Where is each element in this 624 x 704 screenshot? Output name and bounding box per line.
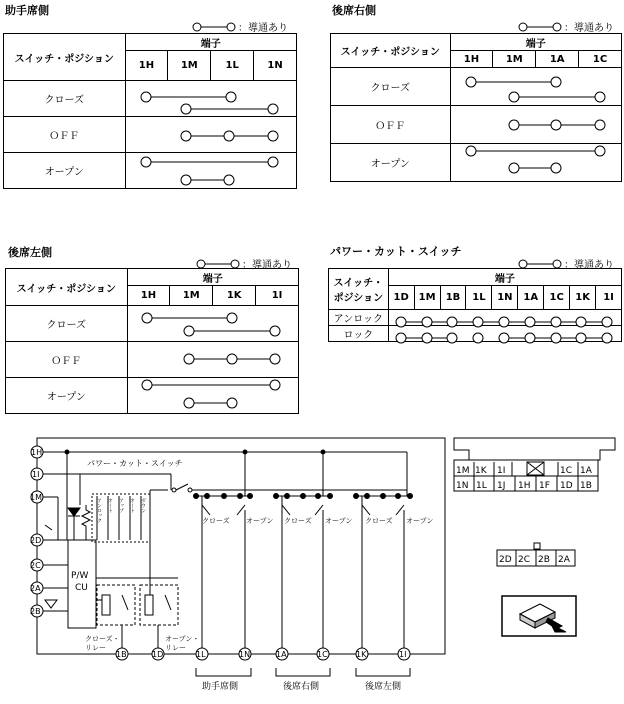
position-label: オープン xyxy=(331,144,451,182)
position-label: オープン xyxy=(6,378,128,414)
close-relay-label-line1: クローズ・ xyxy=(85,635,120,643)
terminal-label: 1N xyxy=(239,650,251,659)
terminal-label: 1K xyxy=(570,286,596,310)
open-relay-label-line1: オープン・ xyxy=(165,635,200,643)
pwcu-label-line1: P/W xyxy=(71,571,89,581)
position-label: ＯＦＦ xyxy=(6,342,128,378)
position-header-line1: スイッチ・ xyxy=(333,278,384,289)
terminal-label: 2C xyxy=(30,561,41,570)
pin-label: 2C xyxy=(518,555,531,565)
legend-text: ：導通あり xyxy=(564,23,614,34)
pin-label: 2B xyxy=(538,555,550,565)
terminal-label: 1H xyxy=(31,448,43,457)
rear-left-table-title: 後席左側 xyxy=(8,246,52,259)
switch-position-label: オープン xyxy=(325,517,353,525)
vertical-switch-label: アンロック xyxy=(96,498,102,523)
vertical-switch-label: オート xyxy=(107,498,113,513)
terminal-label: 1H xyxy=(450,51,493,68)
switch-contact-rows xyxy=(194,494,413,516)
terminal-label: 1A xyxy=(518,286,544,310)
terminal-label: 1K xyxy=(356,650,367,659)
legend-text: ：導通あり xyxy=(564,260,614,271)
terminal-header: 端子 xyxy=(450,34,621,51)
terminal-label: 1B xyxy=(440,286,466,310)
terminal-label: 2D xyxy=(30,536,42,545)
passenger-table-title: 助手席側 xyxy=(5,4,49,17)
pin-label: 1M xyxy=(456,466,470,476)
passenger-continuity-marks xyxy=(141,92,278,185)
terminal-header: 端子 xyxy=(127,269,298,286)
terminal-label: 1C xyxy=(579,51,622,68)
position-header: スイッチ・ポジション xyxy=(331,34,451,68)
position-label: クローズ xyxy=(331,68,451,106)
terminal-label: 1A xyxy=(276,650,287,659)
pin-label: 1F xyxy=(539,481,550,491)
terminal-label: 1I xyxy=(256,286,299,306)
pin-label: 1C xyxy=(560,466,573,476)
position-header: スイッチ・ポジション xyxy=(4,34,126,81)
position-label: ＯＦＦ xyxy=(4,117,126,153)
terminal-label: 1K xyxy=(213,286,256,306)
terminal-label: 1H xyxy=(125,51,168,81)
group-label: 後席右側 xyxy=(283,682,320,692)
pin-label: 1K xyxy=(475,466,487,476)
connector-illustration xyxy=(502,596,576,636)
terminal-label: 1I xyxy=(399,650,407,659)
pin-label: 1L xyxy=(476,481,487,491)
terminal-label: 1L xyxy=(466,286,492,310)
terminal-label: 1M xyxy=(170,286,213,306)
group-label: 助手席側 xyxy=(202,682,239,692)
rear-right-continuity-marks xyxy=(466,77,605,173)
control-unit-frame xyxy=(37,438,445,654)
position-label: アンロック xyxy=(329,310,389,326)
pin-label: 1H xyxy=(518,481,531,491)
terminal-label: 1L xyxy=(211,51,254,81)
terminal-label: 1M xyxy=(30,493,42,502)
position-label: ＯＦＦ xyxy=(331,106,451,144)
position-header: スイッチ・ポジション xyxy=(6,269,128,306)
terminal-label: 1C xyxy=(544,286,570,310)
legend-text: ：導通あり xyxy=(238,23,288,34)
terminal-label: 2B xyxy=(30,607,41,616)
terminal-header: 端子 xyxy=(388,269,621,286)
terminal-label: 1I xyxy=(596,286,622,310)
terminal-label: 1M xyxy=(414,286,440,310)
pin-label: 1D xyxy=(560,481,573,491)
pin-label: 1B xyxy=(580,481,592,491)
terminal-label: 1N xyxy=(254,51,297,81)
pin-label: 1J xyxy=(497,481,506,491)
open-relay-label-line2: リレー xyxy=(165,644,186,652)
terminal-label: 1A xyxy=(536,51,579,68)
pin-label: 2D xyxy=(499,555,512,565)
position-label: クローズ xyxy=(4,81,126,117)
vertical-switch-label: ダウン xyxy=(140,498,146,513)
terminal-label: 2A xyxy=(30,584,41,593)
close-relay-label-line2: リレー xyxy=(85,644,106,652)
pin-label: 1A xyxy=(580,466,592,476)
terminal-label: 1D xyxy=(388,286,414,310)
legend-text: ：導通あり xyxy=(242,260,292,271)
switch-position-label: クローズ xyxy=(284,517,312,525)
switch-position-label: クローズ xyxy=(365,517,393,525)
terminal-label: 1I xyxy=(32,470,40,479)
position-label: クローズ xyxy=(6,306,128,342)
position-label: オープン xyxy=(4,153,126,189)
power-cut-continuity-marks xyxy=(396,317,612,343)
switch-position-label: オープン xyxy=(246,517,274,525)
pin-label: 1N xyxy=(456,481,469,491)
terminal-label: 1D xyxy=(152,650,164,659)
terminal-label: 1M xyxy=(493,51,536,68)
switch-position-label: クローズ xyxy=(202,517,230,525)
power-cut-table-title: パワー・カット・スイッチ xyxy=(330,245,462,258)
terminal-label: 1B xyxy=(116,650,127,659)
pin-label: 2A xyxy=(558,555,570,565)
terminal-header: 端子 xyxy=(125,34,297,51)
pwcu-label-line2: CU xyxy=(75,583,88,593)
terminal-label: 1N xyxy=(492,286,518,310)
rear-left-continuity-marks xyxy=(142,313,280,408)
terminal-label: 1M xyxy=(168,51,211,81)
terminal-label: 1L xyxy=(196,650,206,659)
vertical-switch-label: アップ xyxy=(118,498,124,513)
rear-right-table-title: 後席右側 xyxy=(332,4,376,17)
pin-label: 1I xyxy=(497,466,506,476)
position-header-line2: ポジション xyxy=(333,293,384,304)
position-label: ロック xyxy=(329,326,389,342)
terminal-label: 1C xyxy=(317,650,328,659)
group-label: 後席左側 xyxy=(365,682,402,692)
power-cut-switch-label: パワー・カット・スイッチ xyxy=(87,459,183,468)
switch-position-label: オープン xyxy=(406,517,434,525)
terminal-label: 1H xyxy=(127,286,170,306)
vertical-switch-label: オート xyxy=(129,498,135,513)
